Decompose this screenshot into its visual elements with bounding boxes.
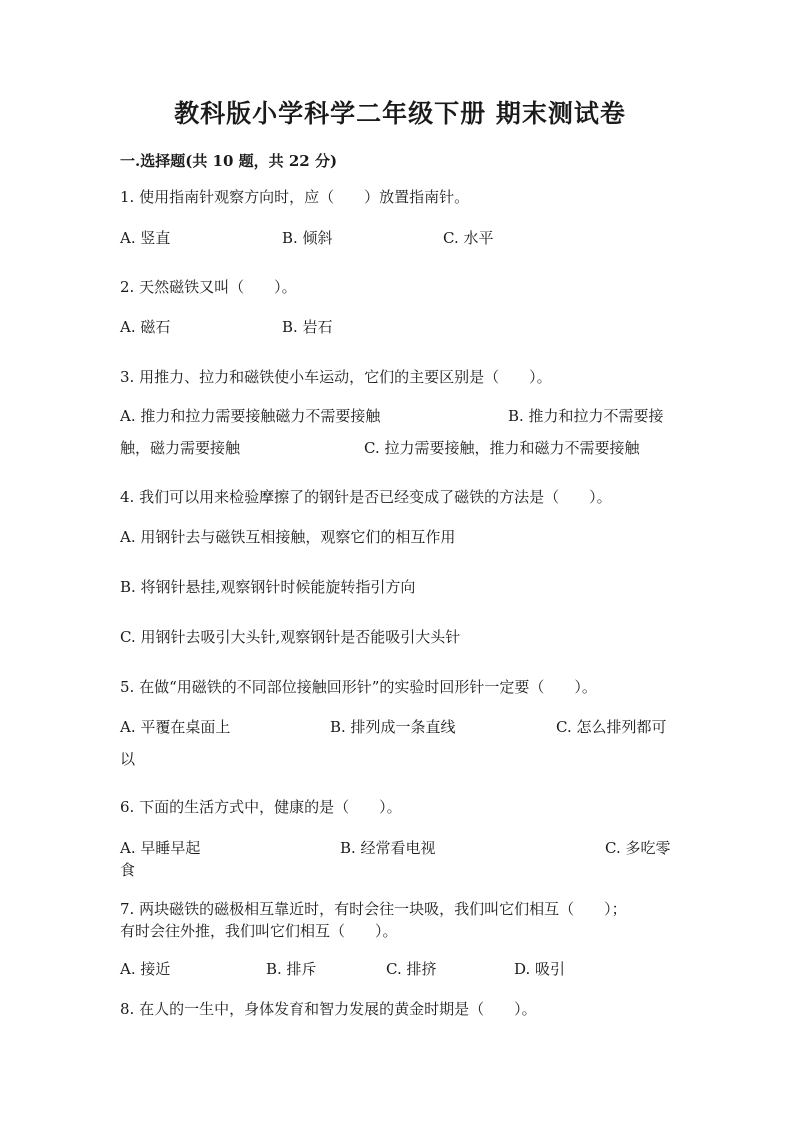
question-5-stem: 5. 在做“用磁铁的不同部位接触回形针”的实验时回形针一定要（ ）。 [120, 678, 597, 696]
question-6-option-a: A. 早睡早起 [120, 839, 201, 857]
question-6-option-b: B. 经常看电视 [340, 839, 436, 857]
question-3-option-a: A. 推力和拉力需要接触磁力不需要接触 [120, 407, 381, 425]
question-6-option-c-cont: 食 [120, 861, 136, 879]
question-3-option-b: B. 推力和拉力不需要接 [508, 407, 664, 425]
question-6-option-c: C. 多吃零 [605, 839, 671, 857]
question-1-stem: 1. 使用指南针观察方向时，应（ ）放置指南针。 [120, 188, 470, 206]
question-5-option-a: A. 平覆在桌面上 [120, 718, 231, 736]
question-4-option-a: A. 用钢针去与磁铁互相接触，观察它们的相互作用 [120, 528, 456, 546]
question-2-stem: 2. 天然磁铁又叫（ ）。 [120, 278, 297, 296]
question-4-option-b: B. 将钢针悬挂,观察钢针时候能旋转指引方向 [120, 578, 416, 596]
question-4-option-c: C. 用钢针去吸引大头针,观察钢针是否能吸引大头针 [120, 628, 461, 646]
question-2-option-b: B. 岩石 [282, 318, 333, 336]
question-6-stem: 6. 下面的生活方式中，健康的是（ ）。 [120, 798, 402, 816]
question-7-stem: 7. 两块磁铁的磁极相互靠近时，有时会往一块吸，我们叫它们相互（ ）； [120, 900, 627, 918]
question-2-option-a: A. 磁石 [120, 318, 171, 336]
question-7-option-c: C. 排挤 [386, 960, 437, 978]
question-3-stem: 3. 用推力、拉力和磁铁使小车运动，它们的主要区别是（ ）。 [120, 368, 552, 386]
section-heading: 一.选择题(共 10 题，共 22 分) [120, 152, 338, 170]
question-5-option-b: B. 排列成一条直线 [330, 718, 456, 736]
question-1-option-b: B. 倾斜 [282, 229, 333, 247]
question-8-stem: 8. 在人的一生中，身体发育和智力发展的黄金时期是（ ）。 [120, 1000, 537, 1018]
question-7-option-b: B. 排斥 [266, 960, 317, 978]
question-4-stem: 4. 我们可以用来检验摩擦了的钢针是否已经变成了磁铁的方法是（ ）。 [120, 488, 612, 506]
question-7-option-d: D. 吸引 [514, 960, 566, 978]
question-5-option-c: C. 怎么排列都可 [556, 718, 667, 736]
question-1-option-a: A. 竖直 [120, 229, 171, 247]
page-title: 教科版小学科学二年级下册 期末测试卷 [174, 99, 626, 128]
question-3-option-b-cont: 触，磁力需要接触 [120, 439, 241, 457]
question-7-option-a: A. 接近 [120, 960, 171, 978]
question-5-option-c-cont: 以 [120, 750, 136, 768]
question-7-stem-cont: 有时会往外推，我们叫它们相互（ ）。 [120, 922, 398, 940]
question-3-option-c: C. 拉力需要接触，推力和磁力不需要接触 [364, 439, 640, 457]
question-1-option-c: C. 水平 [443, 229, 494, 247]
